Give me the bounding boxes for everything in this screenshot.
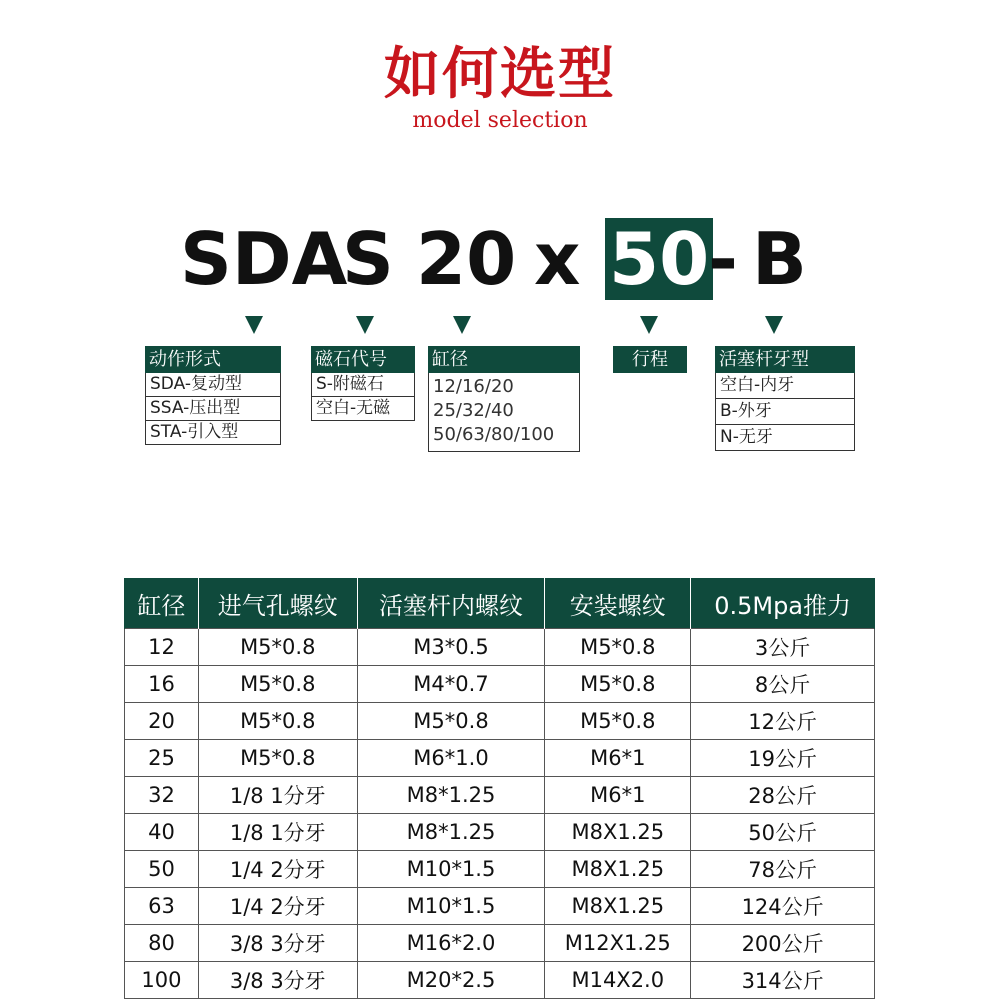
table-cell: 63 [125, 888, 199, 925]
spec-table [124, 578, 875, 999]
code-series: SDA [180, 217, 348, 301]
table-cell: 1/4 2分牙 [198, 888, 357, 925]
arrow-down-icon [640, 316, 658, 334]
table-cell: 1/8 1分牙 [198, 777, 357, 814]
table-cell: M6*1 [545, 740, 691, 777]
code-separator: x [534, 217, 581, 301]
table-cell: M5*0.8 [198, 740, 357, 777]
table-cell: 16 [125, 666, 199, 703]
table-cell: M5*0.8 [198, 666, 357, 703]
table-row [125, 703, 875, 740]
table-row [125, 888, 875, 925]
table-cell: M3*0.5 [357, 629, 545, 666]
bore-item: 12/16/20 [433, 376, 514, 397]
table-cell: M5*0.8 [198, 629, 357, 666]
table-cell: M10*1.5 [357, 851, 545, 888]
rod-thread-box [715, 346, 855, 451]
table-row [125, 925, 875, 962]
arrow-down-icon [356, 316, 374, 334]
code-magnet: S [342, 217, 394, 301]
bore-values [428, 373, 580, 452]
column-header: 活塞杆内螺纹 [357, 578, 545, 629]
bore-label: 缸径 [428, 346, 580, 373]
code-dash: - [708, 217, 738, 301]
table-cell: 1/4 2分牙 [198, 851, 357, 888]
table-cell: 12 [125, 629, 199, 666]
table-cell: 8公斤 [691, 666, 875, 703]
table-cell: 20 [125, 703, 199, 740]
action-type-label: 动作形式 [145, 346, 281, 373]
table-cell: M5*0.8 [545, 629, 691, 666]
table-cell: 124公斤 [691, 888, 875, 925]
table-cell: M6*1.0 [357, 740, 545, 777]
action-type-box [145, 346, 281, 445]
table-cell: M14X2.0 [545, 962, 691, 999]
table-cell: M10*1.5 [357, 888, 545, 925]
table-cell: 3/8 3分牙 [198, 925, 357, 962]
rod-thread-item: B-外牙 [715, 399, 855, 425]
bore-box [428, 346, 580, 452]
page-title: 如何选型 [384, 42, 616, 107]
table-cell: M8*1.25 [357, 777, 545, 814]
page-subtitle: model selection [412, 108, 588, 133]
stroke-box [613, 346, 687, 373]
table-cell: M5*0.8 [357, 703, 545, 740]
rod-thread-item: 空白-内牙 [715, 373, 855, 399]
table-cell: M6*1 [545, 777, 691, 814]
table-cell: M5*0.8 [545, 666, 691, 703]
arrow-down-icon [453, 316, 471, 334]
magnet-item: S-附磁石 [311, 373, 415, 397]
table-cell: M20*2.5 [357, 962, 545, 999]
table-cell: 12公斤 [691, 703, 875, 740]
table-cell: 32 [125, 777, 199, 814]
rod-thread-item: N-无牙 [715, 425, 855, 451]
action-type-item: SDA-复动型 [145, 373, 281, 397]
table-row [125, 814, 875, 851]
action-type-item: SSA-压出型 [145, 397, 281, 421]
table-cell: 100 [125, 962, 199, 999]
table-cell: 25 [125, 740, 199, 777]
bore-item: 50/63/80/100 [433, 424, 555, 445]
column-header: 0.5Mpa推力 [691, 578, 875, 629]
arrow-down-icon [245, 316, 263, 334]
table-cell: 28公斤 [691, 777, 875, 814]
magnet-box [311, 346, 415, 421]
table-row [125, 666, 875, 703]
table-cell: 314公斤 [691, 962, 875, 999]
table-row [125, 851, 875, 888]
bore-item: 25/32/40 [433, 400, 514, 421]
spec-table-body [125, 629, 875, 999]
table-cell: 1/8 1分牙 [198, 814, 357, 851]
table-row [125, 629, 875, 666]
table-cell: 40 [125, 814, 199, 851]
table-cell: 50公斤 [691, 814, 875, 851]
table-cell: M8*1.25 [357, 814, 545, 851]
table-cell: 200公斤 [691, 925, 875, 962]
table-cell: M5*0.8 [545, 703, 691, 740]
rod-thread-label: 活塞杆牙型 [715, 346, 855, 373]
table-cell: M4*0.7 [357, 666, 545, 703]
magnet-label: 磁石代号 [311, 346, 415, 373]
table-cell: M8X1.25 [545, 814, 691, 851]
code-bore: 20 [416, 217, 517, 301]
table-cell: 19公斤 [691, 740, 875, 777]
table-cell: M8X1.25 [545, 888, 691, 925]
magnet-item: 空白-无磁 [311, 397, 415, 421]
table-cell: 3公斤 [691, 629, 875, 666]
table-cell: 78公斤 [691, 851, 875, 888]
table-cell: M16*2.0 [357, 925, 545, 962]
code-stroke: 50 [605, 218, 713, 300]
action-type-item: STA-引入型 [145, 421, 281, 445]
table-cell: M8X1.25 [545, 851, 691, 888]
table-cell: 50 [125, 851, 199, 888]
column-header: 进气孔螺纹 [198, 578, 357, 629]
table-cell: M5*0.8 [198, 703, 357, 740]
column-header: 安装螺纹 [545, 578, 691, 629]
code-rod-thread: B [752, 217, 807, 301]
table-cell: 3/8 3分牙 [198, 962, 357, 999]
table-row [125, 962, 875, 999]
table-header-row [125, 578, 875, 629]
table-cell: M12X1.25 [545, 925, 691, 962]
table-row [125, 740, 875, 777]
stroke-label: 行程 [613, 346, 687, 373]
table-row [125, 777, 875, 814]
column-header: 缸径 [125, 578, 199, 629]
arrow-down-icon [765, 316, 783, 334]
table-cell: 80 [125, 925, 199, 962]
